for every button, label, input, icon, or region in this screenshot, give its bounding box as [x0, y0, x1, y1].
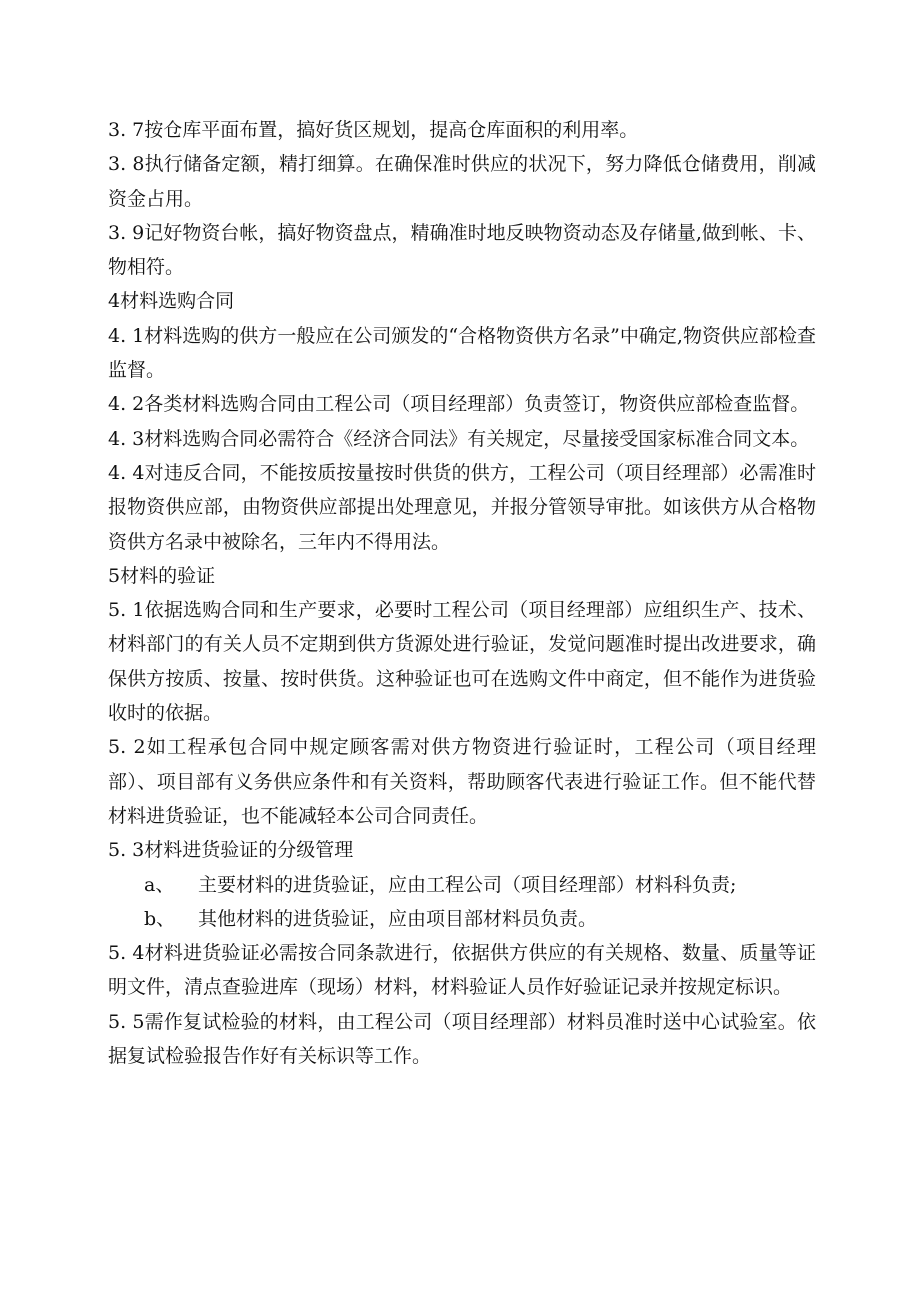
paragraph-5-5: 5. 5需作复试检验的材料，由工程公司（项目经理部）材料员准时送中心试验室。依据复试检验报告作好有关标识等工作。 [108, 1010, 816, 1068]
paragraph-5-4: 5. 4材料进货验证必需按合同条款进行，依据供方供应的有关规格、数量、质量等证明文件，清点查验进库（现场）材料，材料验证人员作好验证记录并按规定标识。 [108, 942, 816, 999]
sub-item-a [108, 868, 816, 902]
paragraph-4-1: 4. 1材料选购的供方一般应在公司颁发的“合格物资供方名录”中确定,物资供应部检查监督。 [108, 324, 816, 382]
paragraph-3-7: 3. 7按仓库平面布置，搞好货区规划，提高仓库面积的利用率。 [108, 119, 639, 141]
paragraph-3-9: 3. 9记好物资台帐，搞好物资盘点，精确准时地反映物资动态及存储量,做到帐、卡、物相符。 [108, 221, 816, 279]
paragraph-5-3: 5. 3材料进货验证的分级管理 [108, 839, 354, 862]
paragraph-5-1: 5. 1依据选购合同和生产要求，必要时工程公司（项目经理部）应组织生产、技术、材料部门的有关人员不定期到供方货源处进行验证，发觉问题准时提出改进要求，确保供方按质、按量、按时供货。这种验证也可在选购文件中商定，但不能作为进货验收时的依据。 [108, 599, 816, 725]
sub-item-marker: b、 [144, 907, 176, 930]
sub-item-marker: a、 [144, 873, 175, 896]
paragraph-4-2: 4. 2各类材料选购合同由工程公司（项目经理部）负责签订，物资供应部检查监督。 [108, 393, 810, 416]
paragraph-4-3: 4. 3材料选购合同必需符合《经济合同法》有关规定，尽量接受国家标准合同文本。 [108, 427, 810, 450]
sub-item-b [108, 902, 816, 936]
section-heading-5: 5材料的验证 [108, 564, 216, 587]
paragraph-4-4: 4. 4对违反合同，不能按质按量按时供货的供方，工程公司（项目经理部）必需准时报物资供应部，由物资供应部提出处理意见，并报分管领导审批。如该供方从合格物资供方名录中被除名，三年内不得用法。 [108, 461, 816, 553]
paragraph-3-8: 3. 8执行储备定额，精打细算。在确保准时供应的状况下，努力降低仓储费用，削减资金占用。 [108, 153, 816, 210]
section-heading-4: 4材料选购合同 [108, 290, 235, 313]
sub-item-text: 其他材料的进货验证，应由项目部材料员负责。 [198, 907, 598, 930]
document-body [108, 113, 816, 1073]
paragraph-5-2: 5. 2如工程承包合同中规定顾客需对供方物资进行验证时，工程公司（项目经理部）、项目部有义务供应条件和有关资料，帮助顾客代表进行验证工作。但不能代替材料进货验证，也不能减轻本公司合同责任。 [108, 736, 816, 827]
sub-item-text: 主要材料的进货验证，应由工程公司（项目经理部）材料科负责; [198, 873, 737, 896]
